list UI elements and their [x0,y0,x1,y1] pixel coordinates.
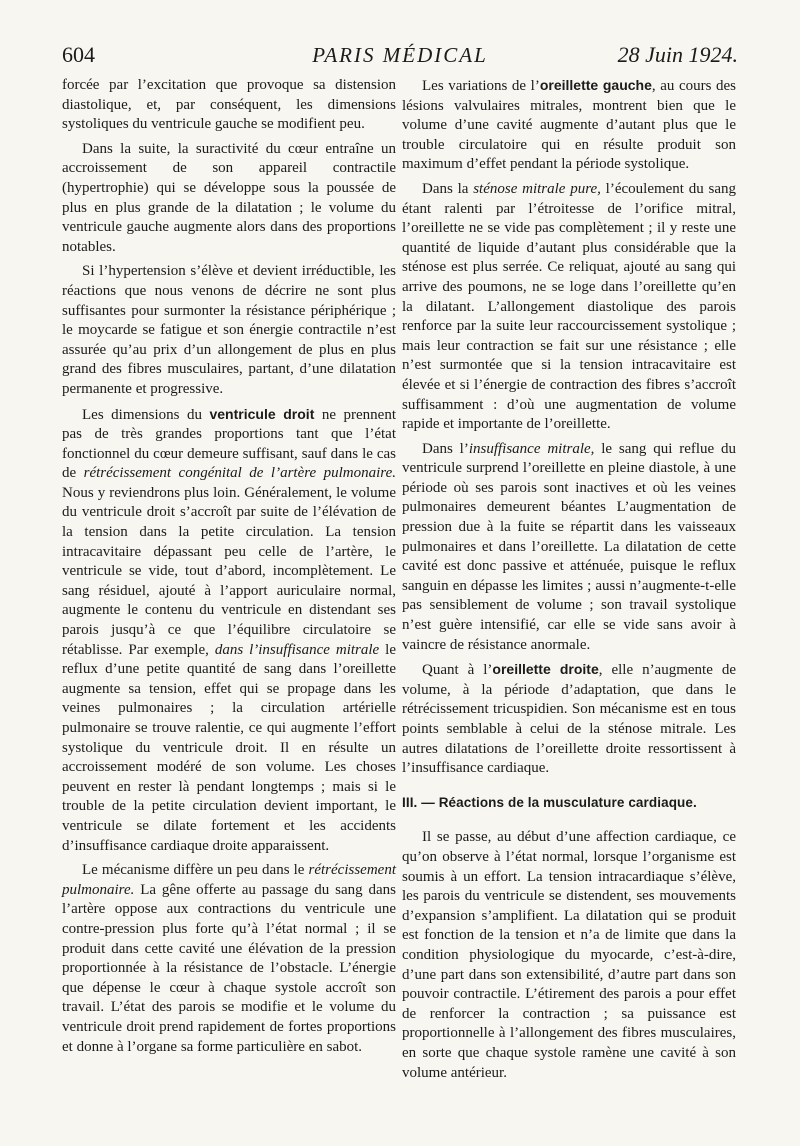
page-header [62,40,738,70]
paragraph [402,76,736,175]
issue-date: 28 Juin 1924. [617,42,738,67]
paragraph: Il se passe, au début d’une affection cardiaque, ce qu’on observe à l’état normal, lorsque l’organisme est soumis à un effort. La tension intracardiaque s’élève, les parois du ventricule se distendent, ses mouvements d’expansion s’amplifient. La dilatation qui se produit est fonction de la tension et n’a de limite que dans la condition physiologique du myocarde, c’est-à-dire, d’une part dans son extensibilité, d’autre part dans son pouvoir contractile. L’étirement des parois a pour effet de renforcer la contraction ; sa puissance est proportionnelle à l’allongement des fibres musculaires, en sorte que chaque systole ramène une cavité à son volume antérieur. [402,829,736,1081]
paragraph: forcée par l’excitation que provoque sa distension diastolique, et, par conséquent, les dimensions systoliques du ventricule gauche se modifient peu. [62,77,396,133]
text-run: , elle n’augmente de volume, à la période d’adaptation, que dans le rétrécissement tricuspidien. Son mécanisme est en tous points semblable à celui de la sténose mitrale. Les autres dilatations de l’oreillette droite ressortissent à l’insuffisance cardiaque. [402,662,736,777]
text-run: La gêne offerte au passage du sang dans l’artère oppose aux contractions du ventricule une contre-pression plus forte qu’à l’état normal ; il se produit dans cette cavité une élévation de la pression proportionnée à la résistance de l’obstacle. L’énergie que dépense le cœur à chaque systole accroît son travail. L’état des parois se modifie et le volume du ventricule droit prend rapidement de fortes proportions et donne à l’organe sa forme particulière en sabot. [62,881,396,1055]
page-number: 604 [62,42,95,67]
paragraph [402,440,736,656]
term-oreillette-gauche: oreillette gauche [539,77,652,93]
term-oreillette-droite: oreillette droite [492,661,599,678]
text-run: le sang qui reflue du ventricule surprend l’oreillette en pleine diastole, à une période où ses parois sont inactives et où les veines pulmonaires demeurent béantes L’augmentation de pression due à la fuite se répartit dans les vaisseaux pulmonaires et dans l’oreillette. La dilatation de cette cavité est donc passive et atténuée, puisque le reflux sanguin en dépasse les limites ; aussi n’augmente-t-elle pas sensiblement de volume ; son travail systolique n’est guère intensifié, car elle se vide sans avoir à vaincre de résistance anormale. [402,440,736,653]
text-run: Dans l’ [422,440,469,457]
text-run: , au cours des lésions valvulaires mitrales, montrent bien que le volume d’une cavité augmente d’autant plus que le trouble circulatoire qui en résulte produit son maximum d’effet pendant la période systolique. [402,78,736,173]
section-heading: III. — Réactions de la musculature cardiaque. [402,794,697,810]
emphasis: rétrécissement pulmonaire. [62,862,396,898]
paragraph [62,861,396,1057]
paragraph [62,405,396,857]
text-run: l’écoulement du sang étant ralenti par l’étroitesse de l’orifice mitral, l’oreillette ne se vide pas complètement ; il y reste une quantité de liquide d’autant plus considérable que la sténose est plus serrée. Ce reliquat, ajouté au sang qui arrive des poumons, ne se loge dans l’oreillette qu’en la dilatant. L’allongement diastolique des parois renforce par la suite leur raccourcissement systolique ; mais leur contraction se fait sur une résistance ; elle n’est surmontée que si la tension intracavitaire est élevée et si l’énergie de contraction des fibres s’accroît suffisamment : d’où une augmentation de volume rapide et importante de l’oreillette. [402,180,736,433]
emphasis: rétrécissement congénital de l’artère pulmonaire. [83,465,396,482]
emphasis: sténose mitrale pure, [473,180,601,197]
paragraph [402,660,736,779]
emphasis: insuffisance mitrale, [468,440,595,457]
emphasis: dans l’insuffisance mitrale [214,641,380,658]
text-run: ne prennent pas de très grandes proportions tant que l’état fonctionnel du cœur demeure suffisant, sauf dans le cas de [62,406,397,482]
text-run: Quant à l’ [422,662,493,679]
paragraph [402,180,736,435]
term-ventricule-droit: ventricule droit [209,405,315,422]
text-run: Les variations de l’ [422,78,540,94]
text-run: Dans la [422,180,474,197]
left-column [62,76,396,1057]
text-run: Le mécanisme diffère un peu dans le [82,862,309,879]
text-run: le reflux d’une petite quantité de sang dans l’oreillette augmente sa tension, effet qui se propage dans les veines pulmonaires ; la circulation artérielle pulmonaire se trouve ralentie, ce qui augmente l’effort systolique du ventricule droit. Il en résulte un accroissement modéré de son volume. Les choses peuvent en rester là pendant longtemps ; mais si le trouble de la petite circulation devient important, le ventricule se dilate fortement et les accidents d’insuffisance cardiaque droite apparaissent. [62,641,396,854]
right-column [402,76,736,1083]
paragraph: Dans la suite, la suractivité du cœur entraîne un accroissement de son appareil contractile (hypertrophie) qui se développe sous la poussée de plus en plus grande de la dilatation ; le volume du ventricule gauche augmente alors dans des proportions notables. [62,140,396,255]
paragraph: Si l’hypertension s’élève et devient irréductible, les réactions que nous venons de décrire ne sont plus suffisantes pour surmonter la résistance périphérique ; le moycarde se fatigue et son énergie contractile n’est assurée qu’au prix d’un allongement de plus en plus grand des fibres musculaires, partant, d’une dilatation permanente et progressive. [62,263,396,397]
text-run: Les dimensions du [82,406,210,423]
journal-title: PARIS MÉDICAL [312,43,488,67]
text-run: Nous y reviendrons plus loin. Généralement, le volume du ventricule droit s’accroît par suite de l’élévation de la tension dans la petite circulation. La tension intracavitaire dépassant peu celle de l’artère, le ventricule se vide, tout d’abord, incomplètement. Le sang résiduel, ajouté à l’apport auriculaire normal, augmente le contenu du ventricule en distendant ses parois jusqu’à ce que l’équilibre circulatoire se rétablisse. Par exemple, [62,484,396,658]
